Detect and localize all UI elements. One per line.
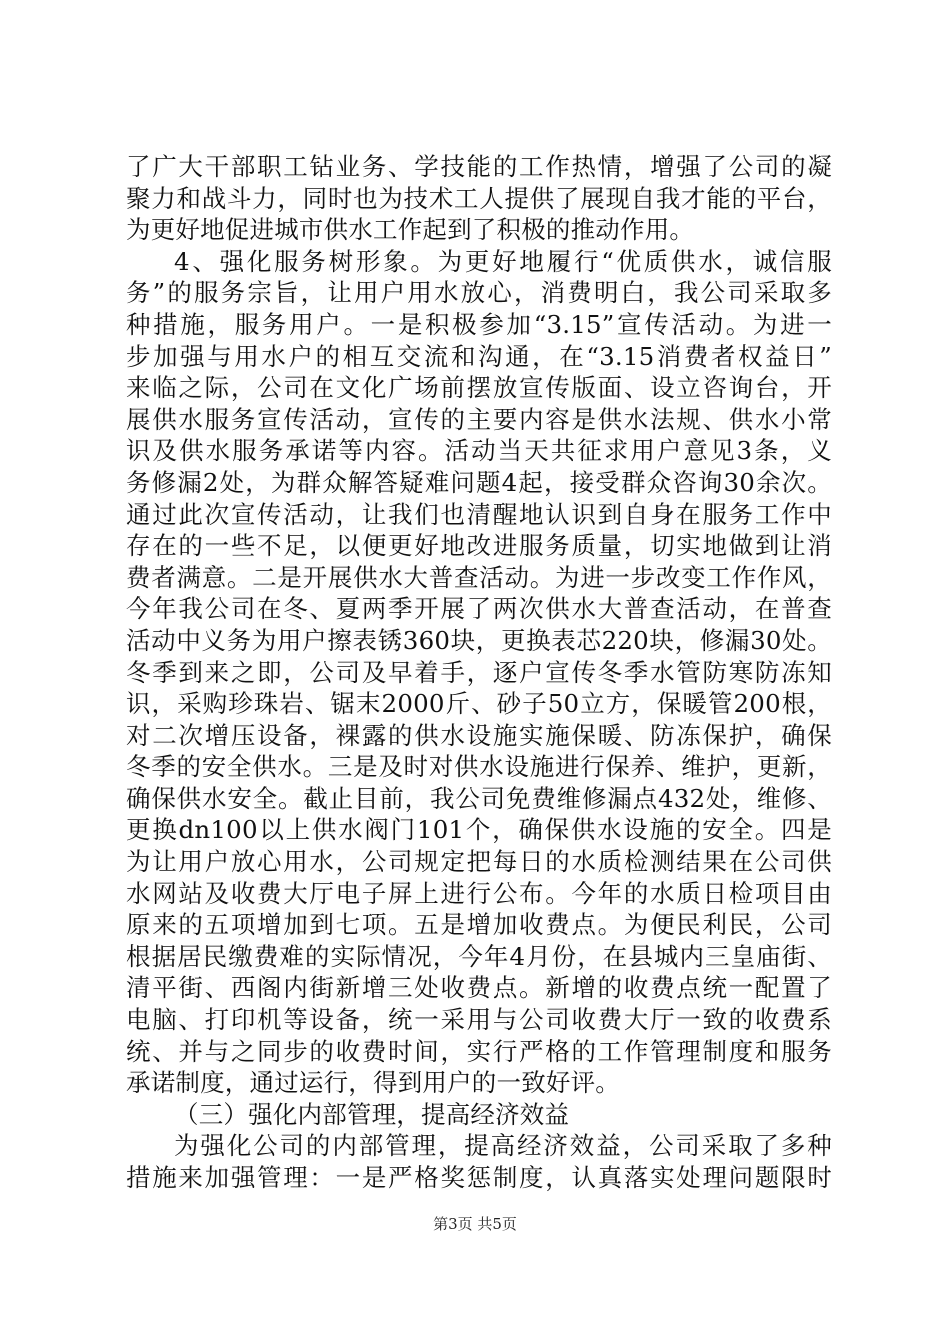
text-line: 承诺制度，通过运行，得到用户的一致好评。 [126, 1068, 620, 1098]
text-line: 为强化公司的内部管理，提高经济效益，公司采取了多种 [174, 1131, 832, 1161]
section-heading: （三）强化内部管理，提高经济效益 [174, 1099, 570, 1129]
page-number: 第3页 共5页 [433, 1215, 517, 1233]
text-line: 冬季到来之即，公司及早着手，逐户宣传冬季水管防寒防冻知 [126, 657, 832, 687]
text-line: 识，采购珍珠岩、锯末2000斤、砂子50立方，保暖管200根， [126, 689, 832, 719]
text-line: 电脑、打印机等设备，统一采用与公司收费大厅一致的收费系 [126, 1005, 832, 1035]
text-line: 活动中义务为用户擦表锈360块，更换表芯220块，修漏30处。 [126, 625, 832, 655]
text-line: 原来的五项增加到七项。五是增加收费点。为便民利民，公司 [126, 910, 832, 940]
text-line: 识及供水服务承诺等内容。活动当天共征求用户意见3条，义 [126, 436, 832, 466]
text-line: 清平街、西阁内街新增三处收费点。新增的收费点统一配置了 [126, 973, 832, 1003]
text-line: 为更好地促进城市供水工作起到了积极的推动作用。 [126, 215, 695, 245]
text-line: 务”的服务宗旨，让用户用水放心，消费明白，我公司采取多 [126, 278, 832, 308]
text-line: 水网站及收费大厅电子屏上进行公布。今年的水质日检项目由 [126, 878, 832, 908]
text-line: 更换dn100以上供水阀门101个，确保供水设施的安全。四是 [126, 815, 832, 845]
text-line: 聚力和战斗力，同时也为技术工人提供了展现自我才能的平台， [126, 183, 832, 213]
text-line: 通过此次宣传活动，让我们也清醒地认识到自身在服务工作中 [126, 499, 832, 529]
text-line: 种措施，服务用户。一是积极参加“3.15”宣传活动。为进一 [126, 309, 832, 339]
text-line: 费者满意。二是开展供水大普查活动。为进一步改变工作作风， [126, 562, 832, 592]
text-line: 统、并与之同步的收费时间，实行严格的工作管理制度和服务 [126, 1036, 832, 1066]
text-line: 为让用户放心用水，公司规定把每日的水质检测结果在公司供 [126, 847, 832, 877]
text-line: 今年我公司在冬、夏两季开展了两次供水大普查活动，在普查 [126, 594, 832, 624]
text-line: 冬季的安全供水。三是及时对供水设施进行保养、维护，更新， [126, 752, 832, 782]
text-line: 务修漏2处，为群众解答疑难问题4起，接受群众咨询30余次。 [126, 467, 832, 497]
text-line: 根据居民缴费难的实际情况，今年4月份，在县城内三皇庙街、 [126, 941, 832, 971]
text-line: 存在的一些不足，以便更好地改进服务质量，切实地做到让消 [126, 531, 832, 561]
text-line: 确保供水安全。截止目前，我公司免费维修漏点432处，维修、 [126, 783, 832, 813]
body-text [126, 151, 832, 1194]
text-line: 步加强与用水户的相互交流和沟通，在“3.15消费者权益日” [126, 341, 832, 371]
text-line: 了广大干部职工钻业务、学技能的工作热情，增强了公司的凝 [126, 152, 832, 181]
text-line: 措施来加强管理：一是严格奖惩制度，认真落实处理问题限时 [126, 1163, 832, 1192]
text-line: 来临之际，公司在文化广场前摆放宣传版面、设立咨询台，开 [126, 373, 832, 403]
text-line: 展供水服务宣传活动，宣传的主要内容是供水法规、供水小常 [126, 404, 832, 434]
text-line: 对二次增压设备，裸露的供水设施实施保暖、防冻保护，确保 [126, 720, 832, 750]
text-line: 4、强化服务树形象。为更好地履行“优质供水，诚信服 [174, 246, 832, 276]
